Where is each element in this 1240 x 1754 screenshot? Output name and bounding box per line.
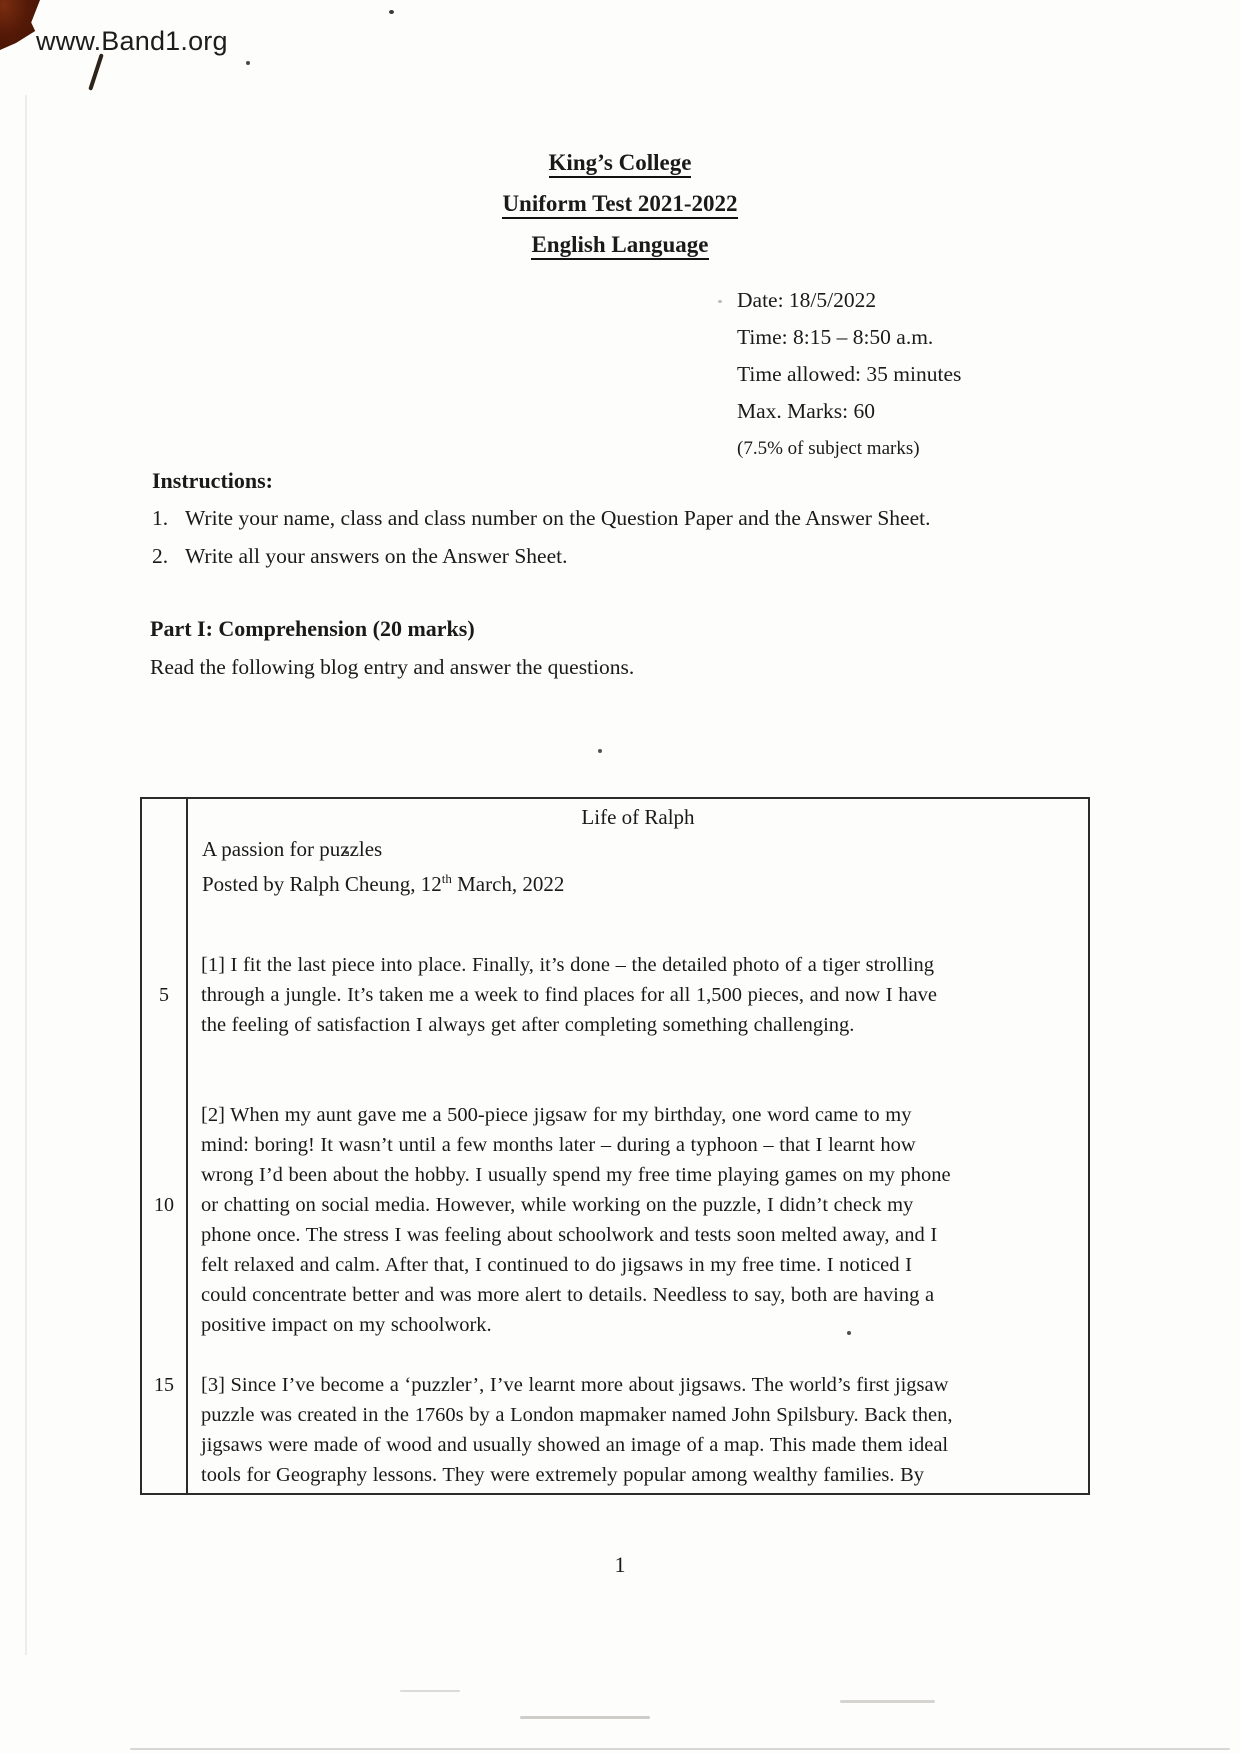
passage-line: [142, 981, 1088, 1011]
scan-corner-artifact: [0, 0, 40, 50]
line-text: phone once. The stress I was feeling about schoolwork and tests soon melted away, and I: [201, 1224, 938, 1246]
max-marks-line: Max. Marks: 60: [737, 399, 875, 423]
instructions-heading: Instructions:: [152, 468, 274, 493]
passage-line: [142, 951, 1088, 981]
document-header: [0, 150, 1240, 273]
line-text: mind: boring! It wasn’t until a few months later – during a typhoon – that I learnt how: [201, 1134, 916, 1156]
passage-line: [142, 1341, 1088, 1371]
line-text: wrong I’d been about the hobby. I usually spend my free time playing games on my phone: [201, 1164, 951, 1186]
subject-percent-line: (7.5% of subject marks): [737, 438, 920, 459]
school-name: King’s College: [0, 150, 1240, 178]
instruction-number: 1.: [152, 506, 169, 530]
test-title: Uniform Test 2021-2022: [0, 191, 1240, 219]
scan-smudge: [520, 1716, 650, 1719]
instruction-item-2: [152, 544, 567, 569]
part1-heading: Part I: Comprehension (20 marks): [150, 616, 475, 641]
passage-line: [142, 1401, 1088, 1431]
passage-byline: Posted by Ralph Cheung, 12th March, 2022: [202, 871, 565, 896]
passage-line: [142, 1221, 1088, 1251]
passage-line: [142, 1101, 1088, 1131]
line-text: [3] Since I’ve become a ‘puzzler’, I’ve learnt more about jigsaws. The world’s first jigsaw: [201, 1374, 949, 1396]
passage-line: [142, 1281, 1088, 1311]
line-number: 10: [154, 1194, 174, 1216]
passage-lines: [142, 951, 1088, 1491]
instruction-text: Write all your answers on the Answer Sheet.: [185, 544, 568, 568]
time-allowed-line: Time allowed: 35 minutes: [737, 362, 962, 386]
passage-title: Life of Ralph: [581, 805, 695, 829]
passage-line: [142, 1161, 1088, 1191]
line-text: tools for Geography lessons. They were extremely popular among wealthy families. By: [201, 1464, 925, 1486]
line-text: could concentrate better and was more alert to details. Needless to say, both are having a: [201, 1284, 935, 1306]
passage-line: [142, 1311, 1088, 1341]
scan-speck: [246, 61, 250, 65]
page-number: 1: [614, 1552, 626, 1577]
passage-line: [142, 1251, 1088, 1281]
scan-bottom-edge: [130, 1748, 1230, 1750]
instruction-text: Write your name, class and class number on the Question Paper and the Answer Sheet.: [185, 506, 931, 530]
scan-smudge: [840, 1700, 935, 1703]
instruction-item-1: [152, 506, 930, 531]
line-text: puzzle was created in the 1760s by a London mapmaker named John Spilsbury. Back then,: [201, 1404, 953, 1426]
date-line: Date: 18/5/2022: [737, 288, 877, 312]
line-number: 15: [154, 1374, 174, 1396]
line-text: felt relaxed and calm. After that, I continued to do jigsaws in my free time. I noticed I: [201, 1254, 912, 1276]
line-text: or chatting on social media. However, while working on the puzzle, I didn’t check my: [201, 1194, 914, 1216]
instruction-number: 2.: [152, 544, 169, 568]
passage-line: [142, 1131, 1088, 1161]
passage-subtitle: A passion for puzzles: [202, 837, 383, 861]
passage-line: [142, 1071, 1088, 1101]
line-text: positive impact on my schoolwork.: [201, 1314, 492, 1336]
watermark-text: www.Band1.org: [36, 26, 228, 56]
passage-line: [142, 1371, 1088, 1401]
line-text: [2] When my aunt gave me a 500-piece jigsaw for my birthday, one word came to my: [201, 1104, 912, 1126]
line-text: jigsaws were made of wood and usually showed an image of a map. This made them ideal: [201, 1434, 949, 1456]
subject-title: English Language: [0, 232, 1240, 260]
scan-speck: [718, 300, 722, 303]
passage-line: [142, 1041, 1088, 1071]
part1-intro: Read the following blog entry and answer the questions.: [150, 655, 635, 679]
handwritten-tick-mark: [88, 53, 104, 90]
passage-line: [142, 1011, 1088, 1041]
reading-passage-box: [140, 797, 1090, 1495]
scan-edge-crease: [25, 95, 27, 1655]
line-number: 5: [159, 984, 169, 1006]
line-text: through a jungle. It’s taken me a week to find places for all 1,500 pieces, and now I have: [201, 984, 937, 1006]
exam-meta-block: [737, 282, 961, 467]
passage-line: [142, 1431, 1088, 1461]
passage-line: [142, 1191, 1088, 1221]
scan-speck: [389, 10, 394, 14]
passage-line: [142, 1461, 1088, 1491]
scan-speck: [598, 749, 602, 753]
line-text: the feeling of satisfaction I always get after completing something challenging.: [201, 1014, 855, 1036]
scan-smudge: [400, 1690, 460, 1692]
line-text: [1] I fit the last piece into place. Finally, it’s done – the detailed photo of a tiger strolling: [201, 954, 934, 976]
time-line: Time: 8:15 – 8:50 a.m.: [737, 325, 934, 349]
